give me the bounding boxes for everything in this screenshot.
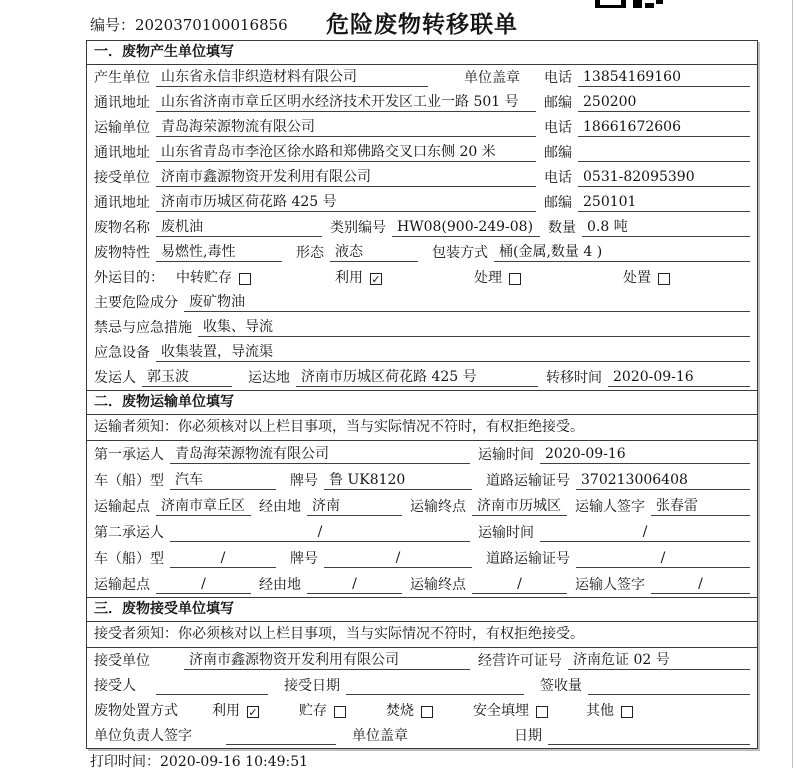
- purpose-option-label: 中转贮存: [176, 270, 232, 286]
- disposal-option-label: 利用: [212, 703, 240, 719]
- signoff-date-value: [548, 727, 750, 745]
- route2-row: [94, 571, 750, 597]
- carrier1-time-value: 2020-09-16: [540, 446, 750, 464]
- checkbox-icon: [621, 706, 633, 718]
- route1-start-value: 济南市章丘区: [156, 498, 251, 516]
- receiver-value: 济南市鑫源物资开发利用有限公司: [156, 169, 536, 187]
- shipper-value: 郭玉波: [142, 369, 232, 387]
- permit2-label: 道路运输证号: [486, 551, 570, 567]
- transporter-zip-label: 邮编: [544, 145, 572, 161]
- route1-via-value: 济南: [307, 498, 402, 516]
- producer-label: 产生单位: [94, 70, 150, 86]
- checkbox-icon: [658, 273, 670, 285]
- producer-address-value: 山东省济南市章丘区明水经济技术开发区工业一路 501 号: [156, 94, 536, 112]
- page-edge-line: [792, 0, 793, 768]
- route1-end-value: 济南市历城区: [472, 498, 567, 516]
- vehicle2-label: 车（船）型: [94, 551, 164, 567]
- permit1-label: 道路运输证号: [486, 473, 570, 489]
- disposal-option-utilize: [212, 703, 259, 720]
- producer-address-row: [94, 90, 750, 115]
- vehicle1-row: [94, 467, 750, 493]
- receiver-row: [94, 165, 750, 190]
- transporter-address-row: [94, 140, 750, 165]
- plate2-label: 牌号: [290, 551, 318, 567]
- transfer-time-label: 转移时间: [546, 370, 602, 386]
- packaging-label: 包装方式: [432, 245, 488, 261]
- outbound-purpose-row: [94, 265, 750, 290]
- signoff-date-label: 日期: [514, 728, 542, 744]
- hazard-components-label: 主要危险成分: [94, 295, 178, 311]
- route2-via-value: /: [307, 576, 402, 594]
- permit1-value: 370213006408: [576, 472, 750, 490]
- signoff-row: [94, 723, 750, 748]
- waste-quantity-label: 数量: [548, 220, 576, 236]
- checkbox-icon: [509, 273, 521, 285]
- waste-traits-value: 易燃性,毒性: [156, 244, 282, 262]
- waste-category-value: HW08(900-249-08): [392, 219, 540, 237]
- transporter-address-value: 山东省青岛市李沧区徐水路和郑佛路交叉口东侧 20 米: [156, 144, 536, 162]
- purpose-option-utilize: [335, 270, 382, 287]
- waste-form-label: 形态: [296, 245, 324, 261]
- route2-sign-label: 运输人签字: [575, 577, 645, 593]
- accept-unit-label: 接受单位: [94, 653, 150, 669]
- checkbox-checked-icon: ✓: [248, 706, 258, 719]
- signed-amount-label: 签收量: [540, 678, 582, 694]
- carrier2-time-value: /: [540, 524, 750, 542]
- destination-value: 济南市历城区荷花路 425 号: [296, 369, 538, 387]
- license-value: 济南危证 02 号: [568, 652, 750, 670]
- emergency-measures-row: [94, 315, 750, 340]
- waste-traits-label: 废物特性: [94, 245, 150, 261]
- manager-sign-label: 单位负责人签字: [94, 728, 192, 744]
- disposal-option-label: 其他: [586, 703, 614, 719]
- route1-sign-label: 运输人签字: [575, 499, 645, 515]
- transporter-row: [94, 115, 750, 140]
- hazard-components-row: [94, 290, 750, 315]
- license-label: 经营许可证号: [478, 653, 562, 669]
- emergency-measures-label: 禁忌与应急措施: [94, 320, 192, 336]
- route2-end-value: /: [472, 576, 567, 594]
- route1-sign-value: 张春雷: [651, 498, 750, 516]
- section2-notice: 运输者须知：你必须核对以上栏目事项，当与实际情况不符时，有权拒绝接受。: [86, 414, 758, 441]
- accept-unit-value: 济南市鑫源物资开发利用有限公司: [184, 652, 470, 670]
- producer-value: 山东省永信非织造材料有限公司: [156, 69, 428, 87]
- waste-name-row: [94, 215, 750, 240]
- disposal-option-label: 安全填埋: [473, 703, 529, 719]
- waste-category-label: 类别编号: [330, 220, 386, 236]
- disposal-method-label: 废物处置方式: [94, 703, 178, 719]
- carrier1-value: 青岛海荣源物流有限公司: [170, 446, 470, 464]
- packaging-value: 桶(金属,数量 4 ): [494, 244, 750, 262]
- disposal-option-other: [586, 703, 633, 720]
- disposal-option-incinerate: [386, 703, 433, 720]
- section1-body: [86, 64, 758, 391]
- section3-body: [86, 647, 758, 749]
- producer-address-label: 通讯地址: [94, 95, 150, 111]
- disposal-option-label: 贮存: [299, 703, 327, 719]
- accept-date-label: 接受日期: [284, 678, 340, 694]
- acceptor-value: [156, 677, 268, 695]
- producer-zip-value: 250200: [578, 94, 750, 112]
- receiver-zip-value: 250101: [578, 194, 750, 212]
- route1-end-label: 运输终点: [410, 499, 466, 515]
- purpose-option-label: 处理: [474, 270, 502, 286]
- checkbox-icon: [239, 273, 251, 285]
- purpose-option-label: 利用: [335, 270, 363, 286]
- section3-notice: 接受者须知：你必须核对以上栏目事项，当与实际情况不符时，有权拒绝接受。: [86, 621, 758, 648]
- destination-label: 运达地: [248, 370, 290, 386]
- route2-via-label: 经由地: [259, 577, 301, 593]
- checkbox-icon: [421, 706, 433, 718]
- producer-phone-value: 13854169160: [578, 69, 750, 87]
- waste-traits-row: [94, 240, 750, 265]
- transporter-label: 运输单位: [94, 120, 150, 136]
- carrier2-label: 第二承运人: [94, 525, 164, 541]
- disposal-method-row: [94, 698, 750, 723]
- vehicle1-label: 车（船）型: [94, 473, 164, 489]
- print-time-label: 打印时间：: [90, 754, 160, 768]
- disposal-option-store: [299, 703, 346, 720]
- transporter-zip-value: [578, 144, 750, 162]
- checkbox-icon: [334, 706, 346, 718]
- purpose-option-treat: [474, 270, 521, 287]
- seal-label: 单位盖章: [464, 70, 520, 86]
- disposal-option-landfill: [473, 703, 548, 720]
- unit-seal-label: 单位盖章: [352, 728, 408, 744]
- disposal-option-label: 焚烧: [386, 703, 414, 719]
- waste-name-value: 废机油: [156, 219, 322, 237]
- print-time-line: [90, 751, 308, 768]
- waste-form-value: 液态: [330, 244, 418, 262]
- permit2-value: /: [576, 550, 750, 568]
- transporter-address-label: 通讯地址: [94, 145, 150, 161]
- section2-header: 二．废物运输单位填写: [86, 390, 758, 415]
- purpose-label: 外运目的：: [94, 270, 164, 286]
- purpose-option-transfer-storage: [176, 270, 251, 287]
- route2-end-label: 运输终点: [410, 577, 466, 593]
- carrier1-time-label: 运输时间: [478, 447, 534, 463]
- waste-quantity-value: 0.8 吨: [582, 219, 750, 237]
- route2-sign-value: /: [651, 576, 750, 594]
- signed-amount-value: [588, 677, 750, 695]
- transporter-value: 青岛海荣源物流有限公司: [156, 119, 536, 137]
- receiver-label: 接受单位: [94, 170, 150, 186]
- carrier2-value: /: [170, 524, 470, 542]
- accept-unit-row: [94, 648, 750, 673]
- section3-header: 三．废物接受单位填写: [86, 597, 758, 622]
- purpose-option-dispose: [623, 270, 670, 287]
- checkbox-icon: [536, 706, 548, 718]
- section1-header: 一．废物产生单位填写: [86, 40, 758, 65]
- vehicle2-row: [94, 545, 750, 571]
- accept-date-value: [346, 677, 524, 695]
- producer-row: [94, 65, 750, 90]
- transporter-phone-label: 电话: [544, 120, 572, 136]
- waste-name-label: 废物名称: [94, 220, 150, 236]
- route1-row: [94, 493, 750, 519]
- receiver-phone-value: 0531-82095390: [578, 169, 750, 187]
- receiver-address-row: [94, 190, 750, 215]
- route2-start-value: /: [156, 576, 251, 594]
- transporter-phone-value: 18661672606: [578, 119, 750, 137]
- receiver-address-label: 通讯地址: [94, 195, 150, 211]
- page-title: 危险废物转移联单: [326, 11, 518, 38]
- serial-label: 编号：: [90, 16, 136, 34]
- producer-phone-label: 电话: [544, 70, 572, 86]
- transfer-time-value: 2020-09-16: [608, 369, 750, 387]
- purpose-option-label: 处置: [623, 270, 651, 286]
- emergency-equipment-value: 收集装置，导流渠: [156, 344, 750, 362]
- receiver-phone-label: 电话: [544, 170, 572, 186]
- manager-sign-value: [226, 727, 336, 745]
- receiver-zip-label: 邮编: [544, 195, 572, 211]
- serial-value: 2020370100016856: [135, 16, 288, 34]
- emergency-equipment-row: [94, 340, 750, 365]
- shipper-label: 发运人: [94, 370, 136, 386]
- route1-via-label: 经由地: [259, 499, 301, 515]
- emergency-measures-value: 收集、导流: [198, 319, 750, 337]
- hazard-components-value: 废矿物油: [184, 294, 750, 312]
- route2-start-label: 运输起点: [94, 577, 150, 593]
- print-time-value: 2020-09-16 10:49:51: [160, 754, 309, 768]
- route1-start-label: 运输起点: [94, 499, 150, 515]
- emergency-equipment-label: 应急设备: [94, 345, 150, 361]
- section2-body: [86, 440, 758, 598]
- plate2-value: /: [324, 550, 472, 568]
- acceptance-row: [94, 673, 750, 698]
- dispatch-row: [94, 365, 750, 390]
- producer-zip-label: 邮编: [544, 95, 572, 111]
- carrier2-row: [94, 519, 750, 545]
- acceptor-label: 接受人: [94, 678, 136, 694]
- plate1-value: 鲁 UK8120: [324, 472, 472, 490]
- receiver-address-value: 济南市历城区荷花路 425 号: [156, 194, 536, 212]
- checkbox-checked-icon: ✓: [371, 273, 381, 286]
- carrier1-row: [94, 441, 750, 467]
- vehicle2-value: /: [170, 550, 276, 568]
- transfer-form: [86, 40, 758, 749]
- carrier2-time-label: 运输时间: [478, 525, 534, 541]
- plate1-label: 牌号: [290, 473, 318, 489]
- carrier1-label: 第一承运人: [94, 447, 164, 463]
- vehicle1-value: 汽车: [170, 472, 276, 490]
